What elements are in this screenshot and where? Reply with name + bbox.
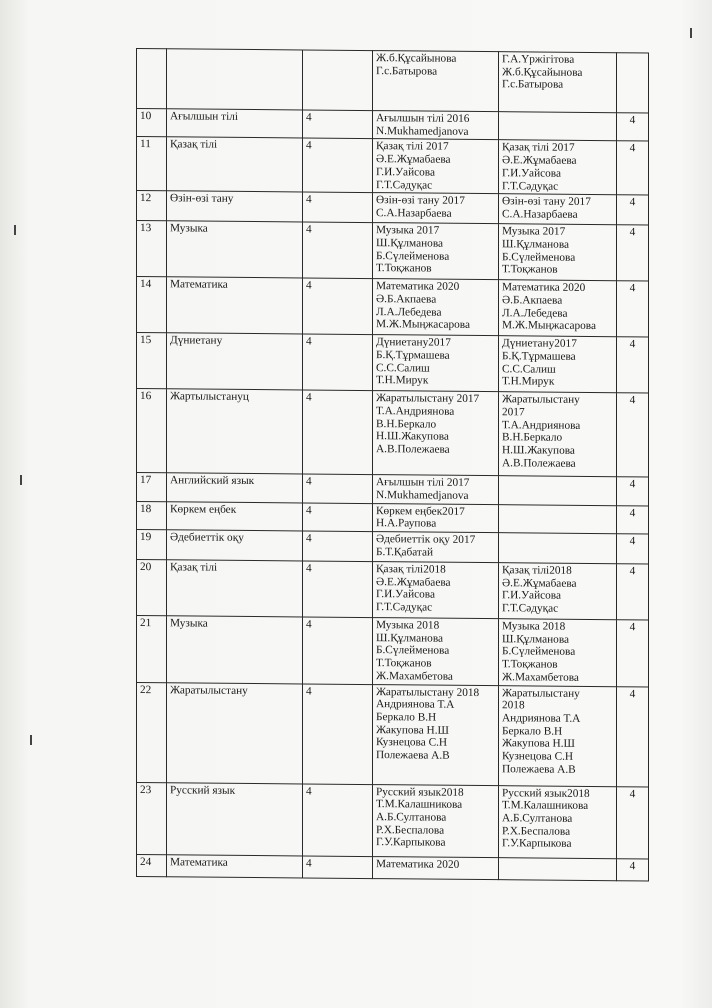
textbook-secondary-line: Музыка 2018 [502,620,566,633]
textbook-primary [373,856,499,879]
textbook-secondary-line: Б.Сүлейменова [502,645,576,659]
scan-mark [14,225,16,235]
textbook-secondary-line: Қазақ тілі2018 [502,564,572,577]
hours-count: 4 [303,138,373,192]
textbook-secondary-line: Р.Х.Беспалова [502,824,571,838]
grade-value: 4 [617,477,649,506]
textbook-primary-line: Ә.Б.Акпаева [376,293,437,306]
textbook-primary-line: Т.А.Андриянова [376,405,455,418]
textbook-secondary [499,785,617,858]
textbook-secondary [499,194,617,225]
hours-count: 4 [303,783,373,856]
grade-value: 4 [617,281,649,337]
textbook-primary-line: С.А.Назарбаева [376,207,452,220]
row-number: 21 [137,616,167,683]
subject-name: Музыка [167,221,303,278]
textbook-primary-line: Кузнецова С.Н [376,736,448,750]
textbook-secondary-line: Қазақ тілі 2017 [502,141,575,155]
textbook-secondary-line: А.В.Полежаева [502,456,576,470]
table-row [137,191,649,225]
hours-count: 4 [303,222,373,279]
textbook-secondary [499,563,617,620]
textbook-secondary-line: Ә.Б.Акпаева [502,294,563,307]
textbook-primary-line: Өзін-өзі тану 2017 [376,194,465,208]
table-row [137,560,649,620]
textbook-secondary-line: Н.Ш.Жакупова [502,444,575,457]
textbook-secondary-line: Ж.Махамбетова [502,671,579,684]
textbook-secondary-line: Жакупова Н.Ш [502,737,575,751]
row-number: 12 [137,191,167,221]
textbook-primary-line: М.Ж.Мыңжасарова [376,318,470,332]
textbook-secondary-line: Г.с.Батырова [502,78,564,92]
textbook-primary [373,391,499,476]
subject-name: Жартылыстануц [167,389,303,474]
textbook-primary-line: Көркем еңбек2017 [376,504,465,518]
grade-value: 4 [617,505,649,534]
textbook-secondary-line: С.С.Салиш [502,362,556,376]
textbook-secondary-line: Музыка 2017 [502,225,566,238]
subject-name: Қазақ тілі [167,560,303,617]
subject-name: Ағылшын тілі [167,109,303,139]
textbook-secondary-line: Андриянова Т.А [502,712,581,725]
row-number: 15 [137,333,167,389]
textbook-primary-line: Н.А.Раупова [376,517,437,530]
table-row [137,333,649,393]
table-row [137,277,649,337]
row-number: 11 [137,137,167,191]
textbook-secondary [499,336,617,393]
subject-name: Дүниетану [167,333,303,390]
row-number: 19 [137,530,167,560]
textbook-secondary-line: 2018 [502,699,525,712]
table-row [137,854,649,880]
textbook-secondary-line: Т.М.Калашникова [502,799,589,813]
grade-value: 4 [617,686,649,786]
subject-name: Английский язык [167,473,303,503]
textbook-primary-line: Ш.Құлманова [376,237,444,250]
textbook-primary-line: Математика 2020 [376,857,460,871]
grade-value [617,53,649,113]
scan-mark [690,28,692,38]
textbook-primary-line: Г.Т.Сәдуқас [376,601,433,614]
subject-name: Өзін-өзі тану [167,191,303,222]
textbook-primary-line: Т.Н.Мирук [376,374,429,387]
textbook-primary-line: Андриянова Т.А [376,698,455,712]
textbook-secondary-line: Б.Сүлейменова [502,250,576,264]
subject-name: Көркем еңбек [167,501,303,531]
grade-value: 4 [617,393,649,477]
textbook-primary-line: Жакупова Н.Ш [376,723,449,737]
hours-count: 4 [303,617,373,684]
row-number: 17 [137,473,167,502]
hours-count: 4 [303,474,373,503]
hours-count [303,50,373,111]
textbook-primary-line: Б.Сүлейменова [376,249,450,263]
textbook-secondary-line: Г.У.Карпыкова [502,837,572,851]
textbook-primary [373,784,499,857]
textbook-secondary-line: Л.А.Лебедева [502,306,568,320]
textbook-secondary [499,140,617,195]
subject-name: Русский язык [167,782,303,855]
textbook-secondary-line: Кузнецова С.Н [502,750,574,763]
textbook-primary [373,279,499,336]
textbook-secondary [499,857,617,880]
grade-value: 4 [617,564,649,620]
textbook-primary-line: В.Н.Беркало [376,417,437,431]
textbook-primary-line: Т.Тоқжанов [376,657,432,670]
textbook-primary [373,111,499,141]
textbook-secondary [499,52,617,113]
textbook-primary [373,475,499,505]
textbook-secondary-line: Русский язык2018 [502,786,590,800]
grade-value: 4 [617,113,649,142]
textbook-primary-line: Ә.Е.Жұмабаева [376,575,451,589]
row-number: 23 [137,782,167,854]
subject-name [167,49,303,110]
textbook-primary-line: Г.У.Карпыкова [376,836,446,850]
textbook-primary-line: Ә.Е.Жұмабаева [376,153,451,166]
grade-value: 4 [617,620,649,687]
textbook-primary-line: Математика 2020 [376,280,460,294]
table-body [137,49,649,881]
hours-count: 4 [303,110,373,139]
textbook-secondary [499,504,617,533]
textbook-secondary-line: Өзін-өзі тану 2017 [502,195,591,209]
textbook-primary-line: Ш.Құлманова [376,631,444,645]
table-row [137,221,649,281]
textbook-secondary-line: Ә.Е.Жұмабаева [502,576,577,590]
textbook-primary [373,51,499,112]
textbook-secondary-line: Полежаева А.В [502,762,576,776]
textbook-primary-line: Б.Т.Қабатай [376,545,434,559]
textbook-primary-line: Ағылшын тілі 2017 [376,476,470,490]
textbook-primary-line: Жаратылыстану 2017 [376,392,480,406]
textbook-secondary-line: Г.А.Үржігітова [502,53,575,66]
table-row [137,530,649,564]
textbook-primary-line: Г.Т.Сәдуқас [376,178,433,192]
textbook-primary-line: N.Mukhamedjanova [376,124,469,138]
hours-count: 4 [303,334,373,391]
textbook-primary-line: Қазақ тілі 2017 [376,140,449,154]
textbook-primary [373,335,499,392]
row-number: 14 [137,277,167,333]
row-number: 16 [137,389,167,473]
textbook-secondary-line: Жаратылыстану [502,393,580,407]
table-row [137,616,649,687]
textbook-primary-line: А.В.Полежаева [376,443,450,456]
textbook-secondary-line: Т.Н.Мирук [502,375,555,388]
hours-count: 4 [303,683,373,784]
textbook-secondary-line: Ж.б.Құсайынова [502,65,583,79]
textbook-secondary [499,280,617,337]
row-number: 22 [137,682,167,782]
grade-value: 4 [617,858,649,880]
row-number: 24 [137,854,167,876]
textbook-secondary-line: Беркало В.Н [502,724,563,738]
textbook-table [136,48,649,881]
textbook-secondary [499,224,617,281]
textbook-primary-line: Беркало В.Н [376,711,437,724]
textbook-secondary-line: Г.И.Уайсова [502,589,561,603]
row-number: 20 [137,560,167,616]
textbook-secondary-line: Дүниетану2017 [502,337,577,351]
textbook-secondary-line: Ш.Құлманова [502,632,570,646]
textbook-primary-line: Музыка 2017 [376,224,440,237]
subject-name: Жаратылыстану [167,682,303,783]
textbook-primary-line: Дүниетану2017 [376,336,451,349]
textbook-secondary [499,533,617,564]
table-row [137,782,649,858]
grade-value: 4 [617,337,649,393]
textbook-secondary-line: Ш.Құлманова [502,238,570,251]
textbook-primary-line: Л.А.Лебедева [376,305,442,319]
textbook-secondary-line: Жаратылыстану [502,686,580,700]
table-row [137,137,649,195]
table-row [137,49,649,113]
textbook-secondary-line: Т.Тоқжанов [502,263,558,277]
textbook-primary [373,618,499,686]
hours-count: 4 [303,390,373,475]
scan-mark [20,475,22,485]
hours-count: 4 [303,503,373,532]
row-number: 18 [137,501,167,530]
hours-count: 4 [303,278,373,335]
textbook-primary-line: Қазақ тілі2018 [376,563,446,576]
textbook-primary-line: Полежаева А.В [376,749,450,762]
subject-name: Әдебиеттік оқу [167,530,303,561]
textbook-primary [373,223,499,280]
textbook-secondary-line: Математика 2020 [502,281,586,295]
table-row [137,682,649,786]
textbook-secondary [499,112,617,141]
grade-value: 4 [617,141,649,195]
textbook-primary-line: Б.Қ.Тұрмашева [376,349,450,362]
grade-value: 4 [617,786,649,858]
hours-count: 4 [303,561,373,618]
hours-count: 4 [303,531,373,562]
textbook-primary-line: Г.с.Батырова [376,64,438,78]
textbook-primary-line: Б.Сүлейменова [376,644,450,658]
table-row [137,109,649,142]
textbook-secondary-line: Т.А.Андриянова [502,418,581,432]
textbook-secondary-line: М.Ж.Мыңжасарова [502,319,596,333]
textbook-secondary-line: А.Б.Султанова [502,812,573,825]
textbook-primary-line: Русский язык2018 [376,785,464,799]
grade-value: 4 [617,534,649,564]
textbook-primary [373,193,499,224]
hours-count: 4 [303,192,373,223]
textbook-primary-line: А.Б.Султанова [376,811,447,824]
subject-name: Қазақ тілі [167,137,303,192]
textbook-secondary [499,392,617,477]
row-number: 10 [137,109,167,138]
textbook-primary-line: N.Mukhamedjanova [376,489,469,502]
textbook-primary-line: Г.И.Уайсова [376,165,435,179]
scan-mark [30,735,32,745]
textbook-secondary [499,476,617,505]
textbook-primary-line: Р.Х.Беспалова [376,823,445,837]
textbook-primary-line: Т.Тоқжанов [376,262,432,275]
textbook-secondary-line: Ә.Е.Жұмабаева [502,154,577,167]
table-row [137,473,649,506]
textbook-primary [373,139,499,194]
textbook-primary [373,503,499,533]
textbook-primary-line: Ж.Махамбетова [376,669,453,683]
hours-count: 4 [303,855,373,878]
subject-name: Математика [167,854,303,877]
textbook-primary [373,532,499,563]
textbook-secondary-line: 2017 [502,406,525,419]
subject-name: Музыка [167,616,303,684]
textbook-primary-line: Ағылшын тілі 2016 [376,112,470,125]
grade-value: 4 [617,225,649,281]
textbook-secondary-line: Т.Тоқжанов [502,658,558,671]
textbook-secondary-line: Г.И.Уайсова [502,167,561,180]
textbook-primary-line: Г.И.Уайсова [376,588,435,602]
grade-value: 4 [617,195,649,225]
textbook-secondary-line: В.Н.Беркало [502,431,563,445]
textbook-primary-line: Музыка 2018 [376,619,440,632]
textbook-primary-line: Н.Ш.Жакупова [376,430,449,444]
textbook-secondary-line: Б.Қ.Тұрмашева [502,350,576,363]
row-number [137,49,167,109]
textbook-secondary [499,619,617,687]
textbook-primary-line: Ж.б.Құсайынова [376,52,457,65]
textbook-primary [373,562,499,619]
table-row [137,501,649,534]
textbook-secondary [499,685,617,786]
textbook-primary-line: С.С.Салиш [376,361,430,375]
table-row [137,389,649,477]
row-number: 13 [137,221,167,277]
subject-name: Математика [167,277,303,334]
textbook-secondary-line: С.А.Назарбаева [502,208,578,221]
textbook-primary [373,684,499,785]
textbook-primary-line: Әдебиеттік оқу 2017 [376,533,476,546]
textbook-secondary-line: Г.Т.Сәдуқас [502,602,559,615]
textbook-primary-line: Т.М.Калашникова [376,798,463,812]
textbook-primary-line: Жаратылыстану 2018 [376,685,480,699]
textbook-secondary-line: Г.Т.Сәдуқас [502,179,559,193]
